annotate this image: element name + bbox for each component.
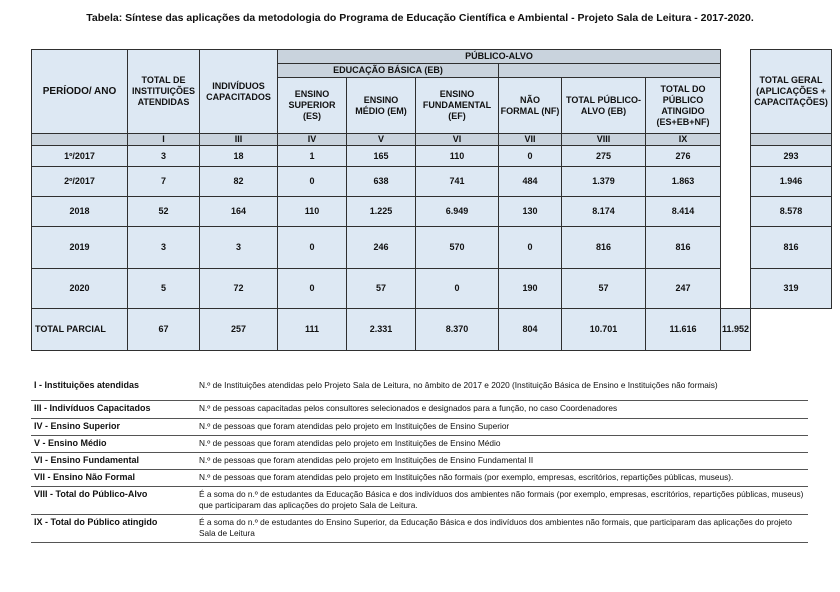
cell: 57 <box>562 269 646 309</box>
cell-ano: 2º/2017 <box>32 167 128 197</box>
cell: 0 <box>278 167 347 197</box>
cell: 0 <box>416 269 499 309</box>
cell: 110 <box>416 146 499 167</box>
numeral-cell: VIII <box>562 134 646 146</box>
cell: 1 <box>278 146 347 167</box>
legend-desc: N.º de pessoas que foram atendidas pelo projeto em Instituições não formais (por exemplo, empresas, escritórios, repartições públicas, museus). <box>196 469 808 486</box>
numeral-cell: VII <box>499 134 562 146</box>
cell: 18 <box>200 146 278 167</box>
cell-total: 1.946 <box>751 167 832 197</box>
cell: 67 <box>128 309 200 351</box>
cell: 1.863 <box>646 167 721 197</box>
cell-total: 816 <box>751 227 832 269</box>
numeral-cell: IV <box>278 134 347 146</box>
legend-desc: N.º de pessoas que foram atendidas pelo projeto em Instituições de Ensino Superior <box>196 418 808 435</box>
cell: 2.331 <box>347 309 416 351</box>
column-gap <box>721 50 751 309</box>
cell: 1.225 <box>347 197 416 227</box>
legend-key: VI - Ensino Fundamental <box>31 452 196 469</box>
cell: 246 <box>347 227 416 269</box>
cell: 638 <box>347 167 416 197</box>
cell: 816 <box>646 227 721 269</box>
cell-ano: TOTAL PARCIAL <box>32 309 128 351</box>
header-blank <box>499 64 721 78</box>
legend-row <box>31 378 808 400</box>
cell: 275 <box>562 146 646 167</box>
cell: 72 <box>200 269 278 309</box>
cell: 1.379 <box>562 167 646 197</box>
legend-row <box>31 486 808 514</box>
cell: 276 <box>646 146 721 167</box>
document-title: Tabela: Síntese das aplicações da metodologia do Programa de Educação Científica e Ambiental - Projeto Sala de Leitura - 2017-2020. <box>86 12 754 24</box>
cell: 6.949 <box>416 197 499 227</box>
legend-row <box>31 514 808 542</box>
header-ensino-medio: ENSINO MÉDIO (EM) <box>347 78 416 134</box>
cell: 52 <box>128 197 200 227</box>
legend-key: III - Indivíduos Capacitados <box>31 400 196 418</box>
cell: 804 <box>499 309 562 351</box>
cell: 8.174 <box>562 197 646 227</box>
header-total-geral: TOTAL GERAL (APLICAÇÕES + CAPACITAÇÕES) <box>751 50 832 134</box>
cell-total: 319 <box>751 269 832 309</box>
header-educacao-basica: EDUCAÇÃO BÁSICA (EB) <box>278 64 499 78</box>
cell: 0 <box>278 227 347 269</box>
summary-table <box>31 49 832 351</box>
cell: 164 <box>200 197 278 227</box>
cell: 0 <box>278 269 347 309</box>
cell-ano: 2018 <box>32 197 128 227</box>
cell: 8.370 <box>416 309 499 351</box>
table-row <box>32 146 832 167</box>
legend-key: IX - Total do Público atingido <box>31 514 196 542</box>
cell: 82 <box>200 167 278 197</box>
numeral-cell: VI <box>416 134 499 146</box>
cell: 816 <box>562 227 646 269</box>
cell-total: 293 <box>751 146 832 167</box>
legend-key: IV - Ensino Superior <box>31 418 196 435</box>
cell-ano: 2019 <box>32 227 128 269</box>
cell: 3 <box>128 146 200 167</box>
table-row <box>32 227 832 269</box>
cell: 11.616 <box>646 309 721 351</box>
cell-ano: 2020 <box>32 269 128 309</box>
cell: 165 <box>347 146 416 167</box>
header-periodo: PERÍODO/ ANO <box>32 50 128 134</box>
cell: 3 <box>200 227 278 269</box>
table-row-total <box>32 309 832 351</box>
legend-key: VIII - Total do Público-Alvo <box>31 486 196 514</box>
cell: 130 <box>499 197 562 227</box>
legend-row <box>31 418 808 435</box>
cell: 8.414 <box>646 197 721 227</box>
numeral-cell: V <box>347 134 416 146</box>
cell: 0 <box>499 227 562 269</box>
legend-desc: N.º de pessoas que foram atendidas pelo projeto em Instituições de Ensino Médio <box>196 435 808 452</box>
header-individuos: INDIVÍDUOS CAPACITADOS <box>200 50 278 134</box>
cell: 190 <box>499 269 562 309</box>
cell-total: 8.578 <box>751 197 832 227</box>
header-total-instituicoes: TOTAL DE INSTITUIÇÕES ATENDIDAS <box>128 50 200 134</box>
numeral-cell: IX <box>646 134 721 146</box>
cell: 3 <box>128 227 200 269</box>
numeral-blank <box>751 134 832 146</box>
legend-desc: É a soma do n.º de estudantes da Educação Básica e dos indivíduos dos ambientes não formais (por exemplo, empresas, escritórios, repartições públicas, museus) que participaram das aplicações do projeto Sala de Leitura. <box>196 486 808 514</box>
legend-table <box>31 378 808 543</box>
cell: 5 <box>128 269 200 309</box>
legend-row <box>31 469 808 486</box>
cell: 10.701 <box>562 309 646 351</box>
header-ensino-superior: ENSINO SUPERIOR (ES) <box>278 78 347 134</box>
header-total-publico-atingido: TOTAL DO PÚBLICO ATINGIDO (ES+EB+NF) <box>646 78 721 134</box>
legend-desc: N.º de pessoas que foram atendidas pelo projeto em Instituições de Ensino Fundamental II <box>196 452 808 469</box>
legend-row <box>31 400 808 418</box>
cell: 110 <box>278 197 347 227</box>
cell: 257 <box>200 309 278 351</box>
cell-ano: 1º/2017 <box>32 146 128 167</box>
legend-key: VII - Ensino Não Formal <box>31 469 196 486</box>
legend-row <box>31 435 808 452</box>
cell: 57 <box>347 269 416 309</box>
legend-desc: N.º de pessoas capacitadas pelos consultores selecionados e designados para a função, no caso Coordenadores <box>196 400 808 418</box>
header-publico-alvo: PÚBLICO-ALVO <box>278 50 721 64</box>
table-row <box>32 269 832 309</box>
numeral-blank <box>32 134 128 146</box>
legend-desc: N.º de Instituições atendidas pelo Projeto Sala de Leitura, no âmbito de 2017 e 2020 (Instituição Básica de Ensino e Instituições não formais) <box>196 378 808 400</box>
cell: 7 <box>128 167 200 197</box>
table-row <box>32 167 832 197</box>
legend-key: I - Instituições atendidas <box>31 378 196 400</box>
header-total-publico-alvo: TOTAL PÚBLICO-ALVO (EB) <box>562 78 646 134</box>
legend-row <box>31 452 808 469</box>
cell: 741 <box>416 167 499 197</box>
legend-desc: É a soma do n.º de estudantes do Ensino Superior, da Educação Básica e dos indivíduos dos ambientes não formais, que participaram das aplicações do projeto Sala de Leitura <box>196 514 808 542</box>
header-ensino-fundamental: ENSINO FUNDAMENTAL (EF) <box>416 78 499 134</box>
table-row <box>32 197 832 227</box>
cell: 484 <box>499 167 562 197</box>
cell: 570 <box>416 227 499 269</box>
cell: 247 <box>646 269 721 309</box>
numeral-cell: III <box>200 134 278 146</box>
cell: 111 <box>278 309 347 351</box>
numeral-cell: I <box>128 134 200 146</box>
header-nao-formal: NÃO FORMAL (NF) <box>499 78 562 134</box>
cell-total: 11.952 <box>721 309 751 351</box>
legend-key: V - Ensino Médio <box>31 435 196 452</box>
cell: 0 <box>499 146 562 167</box>
